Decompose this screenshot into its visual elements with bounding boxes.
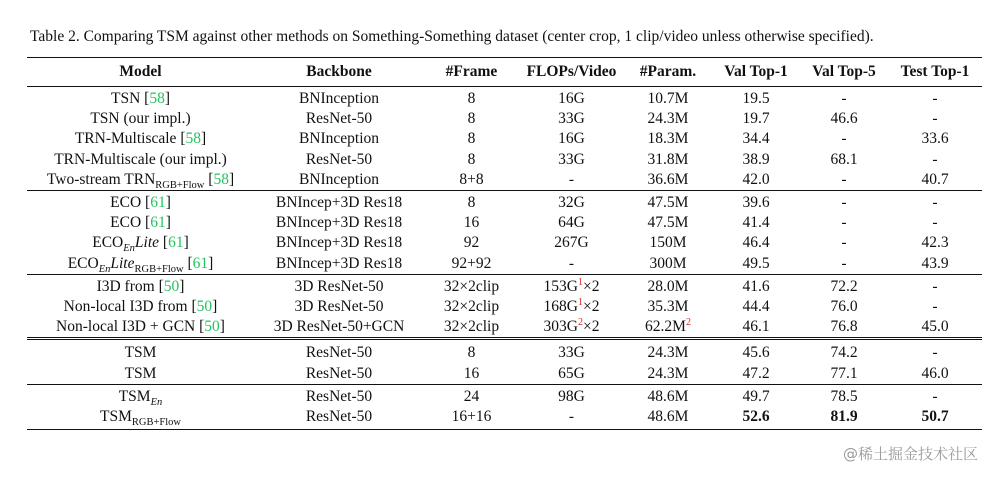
model-cell: I3D from [50] [27, 274, 254, 297]
model-variant: Lite [134, 234, 160, 252]
val-top5-cell: 68.1 [830, 150, 858, 168]
flops-value: 168G [543, 297, 578, 315]
val-top5-cell: - [841, 130, 847, 148]
param-value: 150M [649, 234, 687, 252]
citation-link[interactable]: 58 [213, 170, 229, 188]
val-top1-cell: 44.4 [742, 297, 770, 315]
param-value: 24.3M [647, 110, 689, 128]
frame-cell: 32×2clip [443, 297, 500, 315]
test-top1-cell: 42.3 [921, 234, 949, 252]
model-name: I3D from [96, 277, 155, 295]
backbone-cell: 3D ResNet-50 [254, 274, 424, 297]
model-cell: ECO [61] [110, 214, 171, 232]
frame-cell: 8 [424, 87, 519, 110]
header-backbone: Backbone [254, 58, 424, 87]
flops-value: 16G [558, 90, 585, 108]
backbone-cell: BNInception [298, 170, 380, 188]
table-row [27, 213, 982, 233]
table-row [27, 109, 982, 129]
backbone-cell: BNIncep+3D Res18 [254, 190, 424, 213]
frame-cell: 8+8 [459, 170, 484, 188]
citation-link[interactable]: 61 [150, 214, 166, 232]
frame-cell: 32×2clip [443, 318, 500, 336]
param-value: 31.8M [647, 150, 689, 168]
citation-link[interactable]: 61 [150, 194, 166, 212]
model-variant: Lite [110, 254, 135, 272]
val-top5-cell: 76.8 [830, 318, 858, 336]
test-top1-cell: - [932, 214, 938, 232]
val-top5-cell: - [841, 214, 847, 232]
table-row [27, 254, 982, 275]
model-name: TSM [124, 344, 157, 362]
flops-value: 303G [543, 318, 578, 336]
flops-cell [519, 87, 624, 110]
backbone-cell: ResNet-50 [305, 364, 373, 382]
flops-cell [519, 297, 624, 317]
model-name: TSN (our impl.) [90, 110, 191, 128]
citation-link[interactable]: 61 [192, 254, 209, 272]
param-cell [624, 150, 712, 170]
header-model: Model [27, 58, 254, 87]
backbone-cell: BNIncep+3D Res18 [275, 254, 403, 272]
test-top1-cell: - [888, 87, 982, 110]
comparison-table [27, 57, 982, 430]
param-cell [624, 407, 712, 430]
header-param: #Param. [624, 58, 712, 87]
table-row [27, 363, 982, 384]
model-subscript: En [123, 243, 135, 254]
backbone-cell: ResNet-50 [305, 150, 373, 168]
flops-cell [519, 109, 624, 129]
val-top1-cell: 47.2 [742, 364, 770, 382]
model-cell [27, 363, 254, 384]
table-row [27, 407, 982, 430]
header-val-top1: Val Top-1 [712, 58, 800, 87]
model-name: ECO [110, 214, 142, 232]
flops-value: - [568, 254, 575, 272]
model-cell: $ECO_{En}Lite$ [61] [92, 234, 189, 254]
val-top1-cell: 34.4 [742, 130, 770, 148]
param-cell [624, 87, 712, 110]
param-value: 24.3M [647, 364, 689, 382]
val-top1-cell: 39.6 [712, 190, 800, 213]
model-name: Non-local I3D from [63, 297, 188, 315]
flops-cell [519, 233, 624, 253]
flops-value: 32G [558, 194, 585, 212]
val-top1-cell: 38.9 [742, 150, 770, 168]
param-value: 47.5M [647, 194, 689, 212]
model-name: TSM [124, 364, 157, 382]
param-cell [624, 274, 712, 297]
model-cell [27, 339, 254, 364]
val-top1-cell: 49.5 [742, 254, 770, 272]
table-row [27, 317, 982, 339]
footnote-mark: 1 [577, 276, 583, 288]
model-cell [27, 407, 254, 430]
test-top1-cell: 40.7 [921, 170, 949, 188]
table-row [27, 339, 982, 364]
header-val-top5: Val Top-5 [800, 58, 888, 87]
backbone-cell: ResNet-50 [254, 407, 424, 430]
backbone-cell: BNIncep+3D Res18 [275, 234, 403, 252]
citation-link[interactable]: 50 [163, 277, 180, 295]
test-top1-cell: 43.9 [921, 254, 949, 272]
footnote-mark: 2 [577, 317, 583, 328]
header-test-top1: Test Top-1 [888, 58, 982, 87]
param-value: 24.3M [647, 344, 689, 362]
frame-cell: 8 [467, 150, 476, 168]
table-caption: Table 2. Comparing TSM against other methods on Something-Something dataset (center crop, 1 clip/video unless otherwise specified). [30, 28, 874, 45]
flops-value: - [568, 170, 575, 188]
flops-value: 33G [558, 150, 585, 168]
param-cell [624, 213, 712, 233]
val-top1-cell: 52.6 [712, 407, 800, 430]
param-cell [624, 109, 712, 129]
val-top5-cell: - [841, 234, 847, 252]
model-cell: TRN-Multiscale [58] [74, 130, 207, 148]
val-top1-cell: 45.6 [712, 339, 800, 364]
model-cell [27, 384, 254, 407]
model-subscript: RGB+Flow [155, 179, 205, 191]
flops-cell [519, 339, 624, 364]
param-cell [624, 339, 712, 364]
backbone-cell: 3D ResNet-50 [294, 297, 384, 315]
frame-cell: 8 [424, 190, 519, 213]
flops-value: - [568, 407, 575, 425]
table-row [27, 190, 982, 213]
model-cell: Non-local I3D + GCN [50] [56, 318, 225, 336]
table-header-row [27, 58, 982, 87]
flops-multiplier: ×2 [582, 277, 600, 295]
test-top1-cell: - [888, 384, 982, 407]
param-value: 62.2M [645, 318, 686, 336]
citation-link[interactable]: 58 [149, 90, 165, 108]
model-subscript: En [98, 263, 111, 275]
model-name: ECO [92, 234, 124, 252]
flops-cell [519, 213, 624, 233]
flops-value: 267G [554, 234, 589, 252]
val-top5-cell: - [841, 254, 847, 272]
test-top1-cell: 45.0 [921, 318, 949, 336]
backbone-cell: ResNet-50 [254, 339, 424, 364]
flops-cell [519, 129, 624, 149]
param-value: 10.7M [647, 90, 689, 108]
flops-multiplier: ×2 [582, 297, 600, 315]
model-subscript: RGB+Flow [134, 263, 184, 275]
backbone-cell: ResNet-50 [254, 384, 424, 407]
frame-cell: 8 [467, 130, 476, 148]
model-name: Two-stream TRN [46, 170, 156, 188]
table-row [27, 233, 982, 253]
param-value: 18.3M [647, 130, 689, 148]
test-top1-cell: 46.0 [921, 364, 949, 382]
citation-link[interactable]: 61 [168, 234, 184, 252]
val-top1-cell: 49.7 [712, 384, 800, 407]
model-cell: ECO [61] [27, 190, 254, 213]
val-top5-cell: 76.0 [830, 297, 858, 315]
frame-cell: 8 [467, 110, 476, 128]
param-value: 28.0M [647, 277, 689, 295]
backbone-cell: BNInception [298, 130, 380, 148]
table-row [27, 384, 982, 407]
model-cell: Two-stream $TRN_{RGB+Flow}$ [58] [46, 170, 235, 191]
flops-multiplier: ×2 [582, 318, 600, 336]
val-top5-cell: - [841, 170, 847, 188]
header-frame: #Frame [424, 58, 519, 87]
model-cell: TSN [58] [27, 87, 254, 110]
table-row [27, 150, 982, 170]
val-top5-cell: 46.6 [830, 110, 858, 128]
model-name: TSN [110, 90, 141, 108]
frame-cell: 24 [424, 384, 519, 407]
frame-cell: 92+92 [451, 254, 492, 272]
val-top5-cell: - [800, 87, 888, 110]
table-body [27, 87, 982, 430]
param-cell [624, 190, 712, 213]
flops-value: 65G [558, 364, 585, 382]
param-cell [624, 384, 712, 407]
table-row [27, 297, 982, 317]
test-top1-cell: - [888, 274, 982, 297]
flops-cell [519, 363, 624, 384]
model-cell [27, 109, 254, 129]
val-top1-cell: 46.4 [742, 234, 770, 252]
model-subscript: RGB+Flow [131, 417, 181, 428]
test-top1-cell: - [932, 297, 938, 315]
param-cell [624, 254, 712, 275]
frame-cell: 16 [463, 214, 480, 232]
param-value: 300M [649, 254, 687, 272]
flops-cell [519, 274, 624, 297]
param-cell [624, 233, 712, 253]
model-name: TRN-Multiscale [74, 130, 177, 148]
table-row [27, 274, 982, 297]
val-top1-cell: 41.6 [712, 274, 800, 297]
flops-value: 98G [558, 387, 585, 405]
model-name: Non-local I3D + GCN [56, 318, 196, 336]
param-value: 48.6M [647, 387, 689, 405]
val-top1-cell: 46.1 [742, 318, 770, 336]
model-subscript: En [150, 396, 163, 407]
table-row [27, 170, 982, 191]
val-top5-cell: 72.2 [800, 274, 888, 297]
flops-value: 33G [558, 110, 585, 128]
backbone-cell: BNInception [254, 87, 424, 110]
test-top1-cell: - [932, 150, 938, 168]
model-name: TSM [100, 407, 132, 425]
param-cell [624, 297, 712, 317]
test-top1-cell: 50.7 [888, 407, 982, 430]
param-value: 48.6M [647, 407, 689, 425]
footnote-mark: 2 [685, 317, 691, 328]
backbone-cell: ResNet-50 [305, 110, 373, 128]
citation-link[interactable]: 50 [204, 318, 220, 336]
val-top1-cell: 19.5 [712, 87, 800, 110]
flops-value: 64G [558, 214, 585, 232]
param-cell [624, 170, 712, 191]
test-top1-cell: - [932, 110, 938, 128]
header-flops: FLOPs/Video [519, 58, 624, 87]
flops-cell [519, 317, 624, 339]
val-top5-cell: 81.9 [800, 407, 888, 430]
flops-cell [519, 150, 624, 170]
flops-value: 16G [558, 130, 585, 148]
flops-cell [519, 384, 624, 407]
val-top5-cell: 77.1 [830, 364, 858, 382]
val-top1-cell: 19.7 [742, 110, 770, 128]
param-cell [624, 317, 712, 339]
model-name: ECO [110, 194, 142, 212]
param-value: 35.3M [647, 297, 689, 315]
flops-cell [519, 190, 624, 213]
test-top1-cell: - [888, 339, 982, 364]
flops-value: 153G [543, 277, 578, 295]
frame-cell: 32×2clip [424, 274, 519, 297]
frame-cell: 92 [463, 234, 480, 252]
val-top5-cell: - [800, 190, 888, 213]
citation-link[interactable]: 50 [196, 297, 213, 315]
frame-cell: 16 [463, 364, 480, 382]
footnote-mark: 1 [577, 296, 583, 308]
test-top1-cell: - [888, 190, 982, 213]
frame-cell: 16+16 [424, 407, 519, 430]
flops-value: 33G [558, 344, 585, 362]
model-cell: $ECO_{En}Lite_{RGB+Flow}$ [61] [67, 254, 214, 275]
model-name: ECO [67, 254, 99, 272]
param-value: 36.6M [647, 170, 689, 188]
citation-link[interactable]: 58 [185, 130, 201, 148]
flops-cell [519, 170, 624, 191]
watermark: @稀土掘金技术社区 [842, 445, 978, 463]
param-cell [624, 129, 712, 149]
frame-cell: 8 [424, 339, 519, 364]
table-row [27, 129, 982, 149]
backbone-cell: 3D ResNet-50+GCN [273, 318, 405, 336]
val-top5-cell: 74.2 [800, 339, 888, 364]
param-value: 47.5M [647, 214, 689, 232]
model-name: TSM [118, 387, 151, 405]
val-top1-cell: 41.4 [742, 214, 770, 232]
backbone-cell: BNIncep+3D Res18 [275, 214, 403, 232]
val-top5-cell: 78.5 [800, 384, 888, 407]
table-row [27, 87, 982, 110]
model-cell [27, 150, 254, 170]
val-top1-cell: 42.0 [742, 170, 770, 188]
test-top1-cell: 33.6 [921, 130, 949, 148]
model-name: TRN-Multiscale (our impl.) [54, 150, 227, 168]
flops-cell [519, 254, 624, 275]
model-cell: Non-local I3D from [50] [63, 297, 218, 315]
flops-cell [519, 407, 624, 430]
param-cell [624, 363, 712, 384]
